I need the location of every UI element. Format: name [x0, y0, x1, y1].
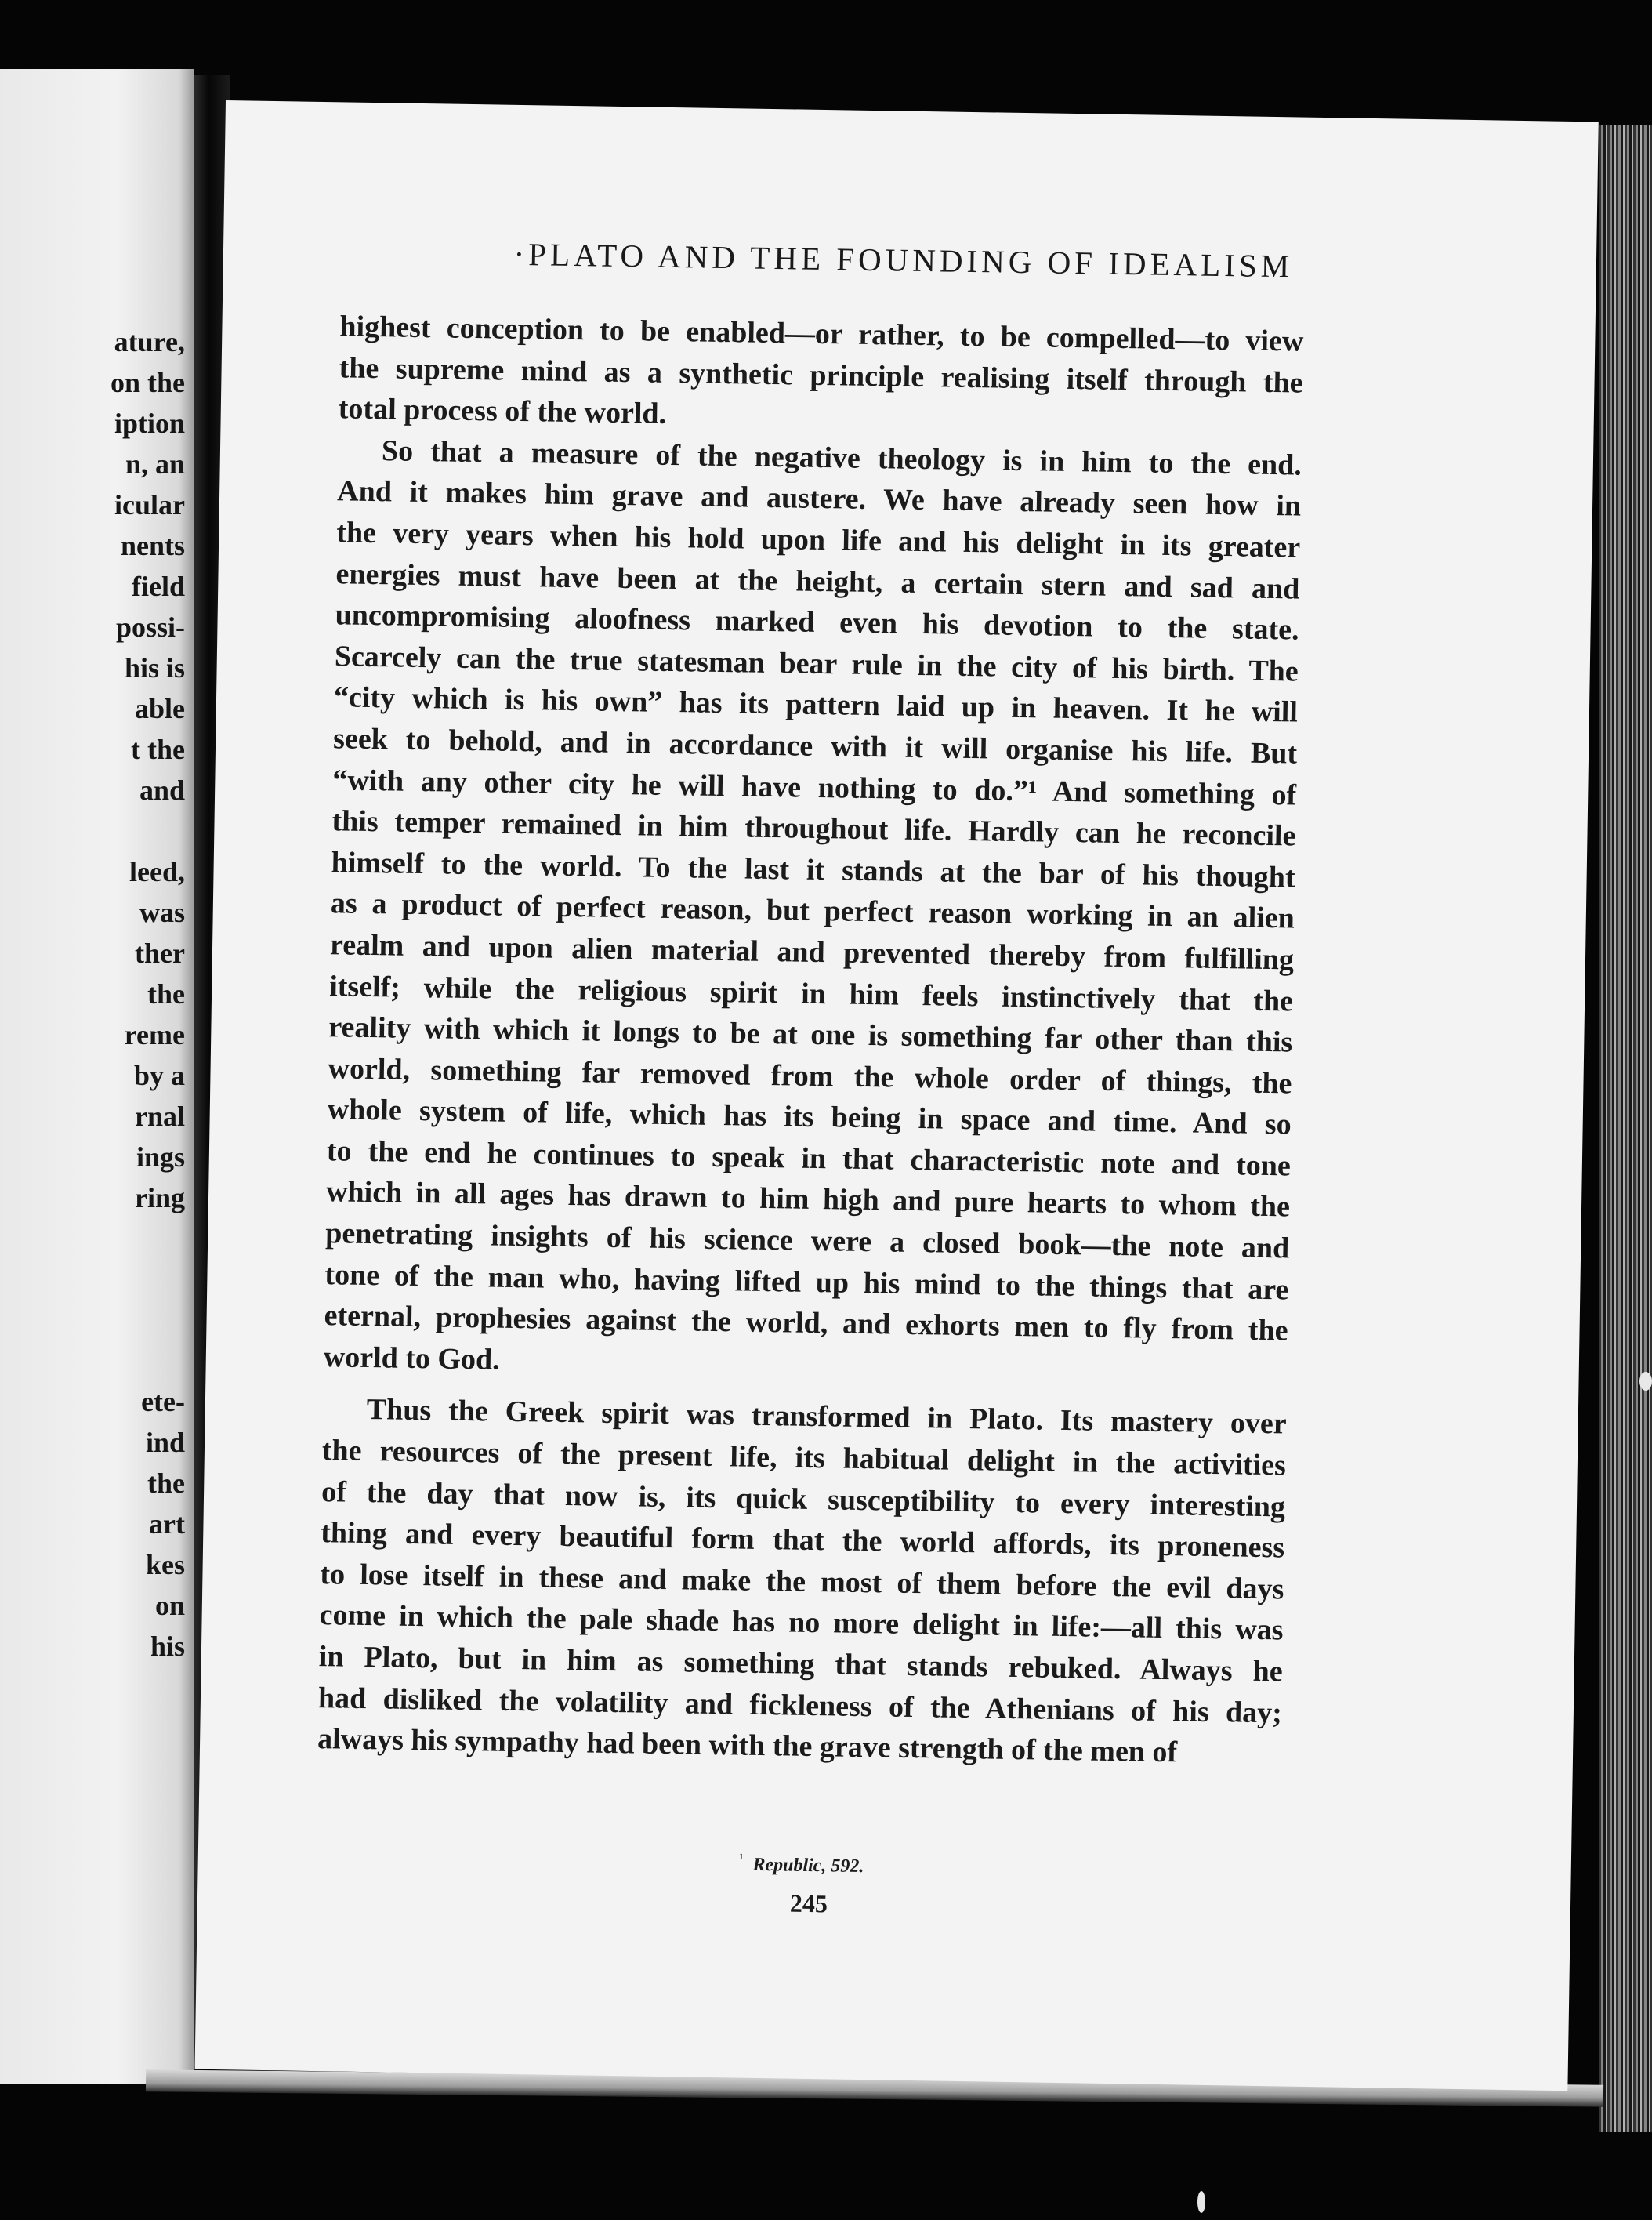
- left-page-line: on the: [110, 367, 185, 398]
- body-text: [317, 306, 1304, 1775]
- text-line: world to God.: [323, 1340, 500, 1377]
- text-line: tone of the man who, having lifted up his mind to the things that are: [324, 1257, 1289, 1307]
- text-line: always his sympathy had been with the grave strength of the men of: [317, 1722, 1178, 1769]
- text-line: itself; while the religious spirit in him feels instinctively that the: [328, 969, 1294, 1018]
- text-line: “city which is his own” has its pattern laid up in heaven. It he will: [333, 680, 1299, 729]
- left-page-line: [5, 1340, 185, 1381]
- text-line: as a product of perfect reason, but perfect reason working in an alien: [330, 887, 1295, 935]
- left-page-line: nents: [120, 530, 185, 561]
- left-page-line: ature,: [114, 326, 185, 357]
- left-page-line: [5, 811, 185, 851]
- text-line: reality with which it longs to be at one is something far other than this: [328, 1010, 1293, 1059]
- text-line: had disliked the volatility and fickleness of the Athenians of his day;: [317, 1681, 1283, 1730]
- text-line: in Plato, but in him as something that stands rebuked. Always he: [318, 1640, 1284, 1689]
- text-line: come in which the pale shade has no more delight in life:—all this was: [319, 1598, 1284, 1647]
- footnote-text: Republic, 592.: [752, 1854, 864, 1877]
- left-page-line: n, an: [125, 448, 185, 480]
- running-head: ·PLATO AND THE FOUNDING OF IDEALISM: [513, 235, 1294, 285]
- left-page-line: the: [147, 1467, 185, 1499]
- left-page-line: leed,: [129, 856, 185, 887]
- page-number: 245: [789, 1888, 828, 1918]
- left-page-line: and: [139, 774, 185, 806]
- text-line: Thus the Greek spirit was transformed in Plato. Its mastery over: [366, 1393, 1287, 1441]
- left-page-line: [5, 1218, 185, 1259]
- text-line: the resources of the present life, its habitual delight in the activities: [321, 1434, 1287, 1482]
- left-page-line: ther: [135, 938, 185, 969]
- left-page-line: by a: [133, 1060, 185, 1091]
- text-line: thing and every beautiful form that the world affords, its proneness: [320, 1516, 1285, 1565]
- left-page-line: field: [132, 571, 185, 602]
- left-page-line: [5, 1300, 185, 1340]
- left-page-line: was: [139, 897, 185, 928]
- left-page-line: his is: [124, 652, 185, 684]
- text-line: this temper remained in him throughout life. Hardly can he reconcile: [331, 804, 1296, 853]
- left-facing-page: [0, 69, 194, 2084]
- text-line: penetrating insights of his science were a closed book—the note and: [324, 1217, 1290, 1265]
- text-line: to lose itself in these and make the most of them before the evil days: [320, 1557, 1284, 1606]
- text-line: realm and upon alien material and prevented thereby from fulfilling: [329, 928, 1295, 977]
- text-line: eternal, prophesies against the world, and exhorts men to fly from the: [324, 1299, 1288, 1348]
- footnote: [567, 1848, 1037, 1880]
- left-page-line: possi-: [115, 611, 185, 643]
- right-page: [195, 100, 1599, 2091]
- left-page-line: the: [147, 978, 185, 1010]
- text-line: “with any other city he will have nothing to do.”¹ And something of: [332, 763, 1297, 812]
- text-line: highest conception to be enabled—or rather, to be compelled—to view: [339, 310, 1304, 358]
- left-page-line: art: [149, 1508, 185, 1540]
- left-page-line: [5, 1259, 185, 1300]
- left-page-text-column: [5, 321, 185, 1667]
- text-line: which in all ages has drawn to him high and pure hearts to whom the: [325, 1175, 1291, 1224]
- text-line: to the end he continues to speak in that characteristic note and tone: [326, 1134, 1292, 1183]
- text-line: the very years when his hold upon life and his delight in its greater: [336, 516, 1301, 564]
- left-page-line: on: [154, 1590, 185, 1621]
- text-line: So that a measure of the negative theology is in him to the end.: [381, 433, 1302, 482]
- left-page-line: rnal: [134, 1101, 185, 1132]
- text-line: energies must have been at the height, a certain stern and sad and: [335, 557, 1300, 606]
- scan-speck: [1197, 2191, 1205, 2213]
- left-page-line: icular: [114, 489, 185, 521]
- text-line: And it makes him grave and austere. We have already seen how in: [336, 474, 1302, 523]
- left-page-line: his: [150, 1631, 185, 1662]
- left-page-line: ings: [136, 1141, 185, 1173]
- text-line: uncompromising aloofness marked even his devotion to the state.: [335, 598, 1299, 647]
- left-page-line: reme: [124, 1019, 185, 1050]
- scan-speck: [1639, 1372, 1652, 1391]
- text-line: world, something far removed from the whole order of things, the: [328, 1051, 1292, 1101]
- left-page-line: t the: [131, 734, 185, 765]
- page-stack-edge: [1599, 125, 1652, 2132]
- text-line: whole system of life, which has its being in space and time. And so: [327, 1093, 1292, 1141]
- left-page-line: ind: [145, 1427, 185, 1458]
- text-line: the supreme mind as a synthetic principle realising itself through the: [339, 350, 1303, 400]
- text-line: total process of the world.: [338, 392, 667, 431]
- left-page-line: ring: [134, 1182, 185, 1213]
- footnote-mark: ¹: [738, 1850, 744, 1866]
- left-page-line: iption: [114, 408, 185, 439]
- left-page-line: kes: [145, 1549, 185, 1580]
- left-page-line: ete-: [141, 1386, 185, 1417]
- left-page-line: able: [134, 693, 185, 724]
- text-line: of the day that now is, its quick susceptibility to every interesting: [321, 1475, 1286, 1524]
- text-line: Scarcely can the true statesman bear rule in the city of his birth. The: [334, 640, 1299, 688]
- text-line: himself to the world. To the last it stands at the bar of his thought: [331, 845, 1295, 894]
- text-line: seek to behold, and in accordance with it will organise his life. But: [332, 722, 1298, 771]
